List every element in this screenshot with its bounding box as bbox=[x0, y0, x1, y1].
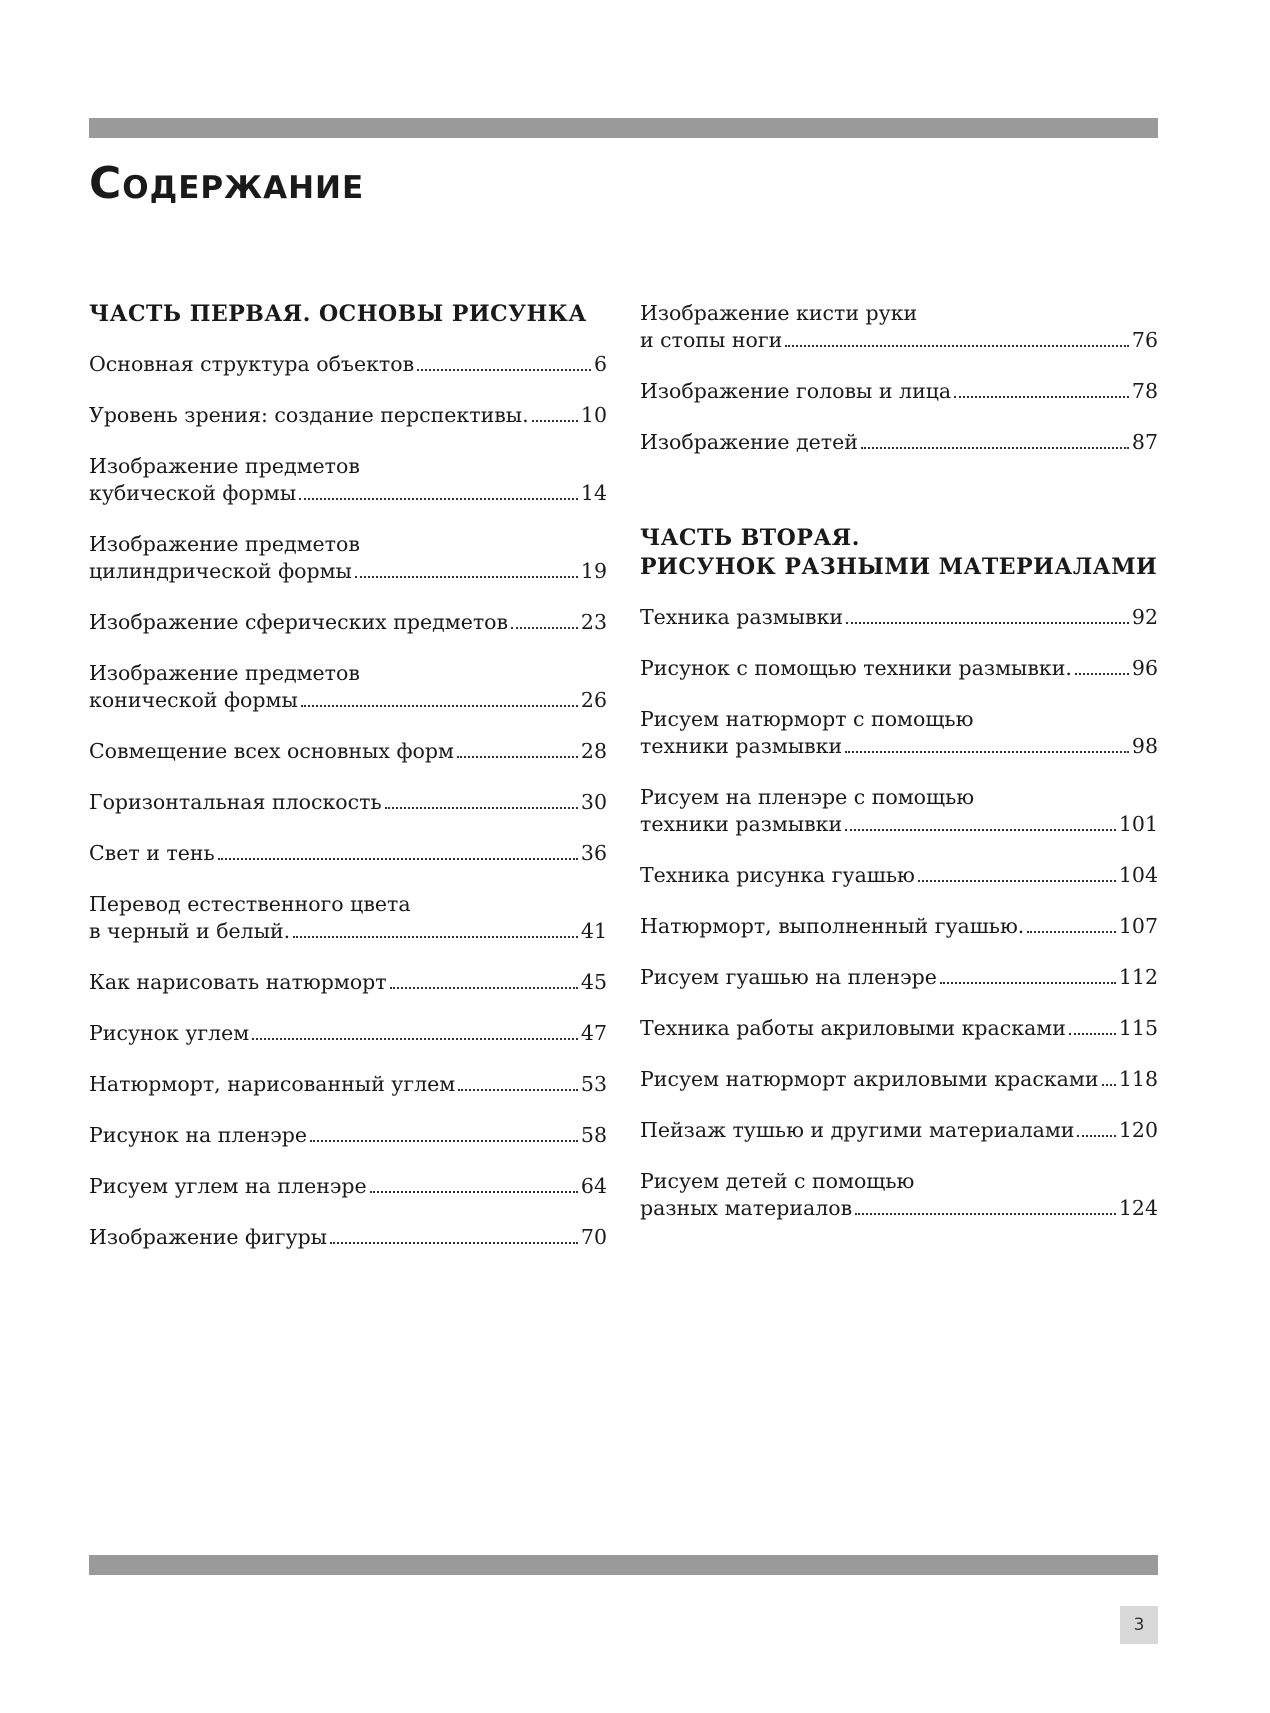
page-title: Содержание bbox=[89, 158, 365, 209]
toc-page-number: 98 bbox=[1131, 734, 1158, 758]
left-column bbox=[89, 300, 607, 1275]
dot-leader bbox=[1027, 931, 1116, 933]
toc-page-number: 14 bbox=[580, 481, 607, 505]
toc-page-number: 19 bbox=[580, 559, 607, 583]
dot-leader bbox=[845, 751, 1129, 753]
toc-entry-row bbox=[89, 558, 607, 585]
toc-entry-title-line: Рисунок углем bbox=[89, 1021, 250, 1045]
dot-leader bbox=[845, 829, 1116, 831]
toc-entry-title-line: Изображение фигуры bbox=[89, 1225, 328, 1249]
dot-leader bbox=[299, 498, 578, 500]
dot-leader bbox=[457, 756, 578, 758]
toc-entry-row bbox=[640, 378, 1158, 405]
dot-leader bbox=[417, 369, 591, 371]
toc-page-number: 47 bbox=[580, 1021, 607, 1045]
toc-entry-row bbox=[640, 429, 1158, 456]
toc-entry-row bbox=[89, 687, 607, 714]
toc-entry-title-line: Рисунок на пленэре bbox=[89, 1123, 307, 1147]
toc-list-part-two bbox=[640, 604, 1158, 1222]
toc-entry-row bbox=[640, 964, 1158, 991]
dot-leader bbox=[355, 576, 578, 578]
toc-entry[interactable] bbox=[89, 402, 607, 429]
toc-entry-title-line: Техника рисунка гуашью bbox=[640, 863, 915, 887]
dot-leader bbox=[1075, 673, 1129, 675]
dot-leader bbox=[310, 1140, 578, 1142]
dot-leader bbox=[1102, 1084, 1116, 1086]
toc-entry-row bbox=[640, 1195, 1158, 1222]
toc-page-number: 41 bbox=[580, 919, 607, 943]
toc-entry-row bbox=[640, 1015, 1158, 1042]
dot-leader bbox=[458, 1089, 578, 1091]
dot-leader bbox=[855, 1213, 1116, 1215]
toc-entry[interactable] bbox=[89, 1020, 607, 1047]
toc-entry[interactable] bbox=[640, 429, 1158, 456]
toc-entry[interactable] bbox=[640, 784, 1158, 838]
toc-entry-title-line: Изображение кисти руки bbox=[640, 301, 918, 325]
toc-page-number: 107 bbox=[1118, 914, 1158, 938]
top-rule bbox=[89, 118, 1158, 138]
toc-entry-title-line: Основная структура объектов bbox=[89, 352, 415, 376]
dot-leader bbox=[385, 807, 578, 809]
toc-entry-title-line: Рисунок с помощью техники размывки. bbox=[640, 656, 1072, 680]
part-title-line: РИСУНОК РАЗНЫМИ МАТЕРИАЛАМИ bbox=[640, 554, 1158, 580]
toc-entry-title-line: Изображение предметов bbox=[89, 454, 360, 478]
toc-entry-title-line: Пейзаж тушью и другими материалами bbox=[640, 1118, 1075, 1142]
toc-page-number: 23 bbox=[580, 610, 607, 634]
toc-entry-row bbox=[89, 402, 607, 429]
toc-page-number: 87 bbox=[1131, 430, 1158, 454]
dot-leader bbox=[1069, 1033, 1116, 1035]
toc-entry-title-line: Натюрморт, выполненный гуашью. bbox=[640, 914, 1025, 938]
dot-leader bbox=[330, 1242, 578, 1244]
toc-entry-title-line: Рисуем углем на пленэре bbox=[89, 1174, 367, 1198]
right-column bbox=[640, 300, 1158, 1246]
toc-entry-row bbox=[89, 351, 607, 378]
toc-page-number: 64 bbox=[580, 1174, 607, 1198]
toc-entry-title-line: Изображение предметов bbox=[89, 532, 360, 556]
part-title-line: ЧАСТЬ ВТОРАЯ. bbox=[640, 525, 860, 551]
toc-entry-row bbox=[640, 811, 1158, 838]
dot-leader bbox=[861, 447, 1129, 449]
toc-entry-row bbox=[640, 862, 1158, 889]
toc-page-number: 53 bbox=[580, 1072, 607, 1096]
toc-entry-title-line: Рисуем на пленэре с помощью bbox=[640, 785, 975, 809]
toc-entry[interactable] bbox=[89, 891, 607, 945]
toc-page-number: 28 bbox=[580, 739, 607, 763]
toc-entry-row bbox=[89, 840, 607, 867]
part-one-title bbox=[89, 300, 607, 329]
dot-leader bbox=[918, 880, 1116, 882]
toc-page-number: 120 bbox=[1118, 1118, 1158, 1142]
toc-entry[interactable] bbox=[640, 604, 1158, 631]
toc-page-number: 30 bbox=[580, 790, 607, 814]
toc-entry[interactable] bbox=[640, 1117, 1158, 1144]
toc-page-number: 36 bbox=[580, 841, 607, 865]
toc-entry-title-line: и стопы ноги bbox=[640, 328, 783, 352]
toc-entry-title-line: в черный и белый. bbox=[89, 919, 291, 943]
toc-page-number: 45 bbox=[580, 970, 607, 994]
dot-leader bbox=[301, 705, 578, 707]
toc-entry-title-line: Как нарисовать натюрморт bbox=[89, 970, 387, 994]
toc-entry[interactable] bbox=[89, 789, 607, 816]
dot-leader bbox=[846, 622, 1129, 624]
toc-page-number: 26 bbox=[580, 688, 607, 712]
toc-entry[interactable] bbox=[89, 1071, 607, 1098]
toc-entry-row bbox=[640, 604, 1158, 631]
toc-entry[interactable] bbox=[89, 453, 607, 507]
toc-entry-title-line: кубической формы bbox=[89, 481, 297, 505]
toc-entry-row bbox=[89, 1020, 607, 1047]
toc-entry-title-line: Техника размывки bbox=[640, 605, 844, 629]
toc-entry-title-line: Изображение детей bbox=[640, 430, 858, 454]
toc-entry[interactable] bbox=[640, 913, 1158, 940]
toc-entry[interactable] bbox=[640, 655, 1158, 682]
toc-entry-row bbox=[89, 1173, 607, 1200]
toc-entry[interactable] bbox=[640, 1168, 1158, 1222]
dot-leader bbox=[252, 1038, 578, 1040]
toc-page-number: 76 bbox=[1131, 328, 1158, 352]
toc-entry-row bbox=[89, 918, 607, 945]
part-two-title bbox=[640, 524, 1158, 582]
toc-entry-title-line: Изображение сферических предметов bbox=[89, 610, 509, 634]
toc-entry[interactable] bbox=[89, 840, 607, 867]
toc-entry[interactable] bbox=[640, 706, 1158, 760]
dot-leader bbox=[940, 982, 1116, 984]
toc-entry-row bbox=[89, 1122, 607, 1149]
toc-entry[interactable] bbox=[89, 1122, 607, 1149]
toc-entry-row bbox=[89, 1224, 607, 1251]
dot-leader bbox=[954, 396, 1129, 398]
toc-entry-row bbox=[640, 655, 1158, 682]
bottom-rule bbox=[89, 1555, 1158, 1575]
toc-entry-title-line: конической формы bbox=[89, 688, 298, 712]
dot-leader bbox=[511, 627, 578, 629]
toc-entry-row bbox=[640, 1066, 1158, 1093]
toc-entry[interactable] bbox=[89, 738, 607, 765]
dot-leader bbox=[785, 345, 1129, 347]
toc-entry-row bbox=[89, 789, 607, 816]
toc-page-number: 104 bbox=[1118, 863, 1158, 887]
toc-entry-title-line: техники размывки bbox=[640, 812, 843, 836]
toc-page-number: 58 bbox=[580, 1123, 607, 1147]
toc-entry[interactable] bbox=[89, 1173, 607, 1200]
toc-entry-title-line: Перевод естественного цвета bbox=[89, 892, 411, 916]
toc-entry-title-line: Техника работы акриловыми красками bbox=[640, 1016, 1066, 1040]
toc-entry-row bbox=[640, 733, 1158, 760]
toc-entry-title-line: Рисуем гуашью на пленэре bbox=[640, 965, 937, 989]
toc-list-part-one bbox=[89, 351, 607, 1251]
toc-entry[interactable] bbox=[640, 862, 1158, 889]
toc-entry-row bbox=[89, 1071, 607, 1098]
toc-entry[interactable] bbox=[89, 609, 607, 636]
toc-entry[interactable] bbox=[89, 531, 607, 585]
toc-page-number: 78 bbox=[1131, 379, 1158, 403]
toc-entry[interactable] bbox=[640, 300, 1158, 354]
toc-entry-row bbox=[89, 609, 607, 636]
toc-entry[interactable] bbox=[89, 351, 607, 378]
toc-entry[interactable] bbox=[640, 1066, 1158, 1093]
toc-entry-title-line: Рисуем натюрморт акриловыми красками bbox=[640, 1067, 1099, 1091]
toc-entry-row bbox=[89, 480, 607, 507]
toc-entry-title-line: Свет и тень bbox=[89, 841, 215, 865]
toc-entry-title-line: Натюрморт, нарисованный углем bbox=[89, 1072, 456, 1096]
toc-list-part-one-continued bbox=[640, 300, 1158, 456]
toc-entry-row bbox=[89, 738, 607, 765]
toc-entry-title-line: техники размывки bbox=[640, 734, 843, 758]
toc-page-number: 70 bbox=[580, 1225, 607, 1249]
part-title-line: ЧАСТЬ ПЕРВАЯ. ОСНОВЫ РИСУНКА bbox=[89, 301, 587, 327]
dot-leader bbox=[1077, 1135, 1115, 1137]
toc-entry[interactable] bbox=[89, 969, 607, 996]
dot-leader bbox=[390, 987, 578, 989]
toc-entry[interactable] bbox=[89, 1224, 607, 1251]
dot-leader bbox=[370, 1191, 578, 1193]
toc-entry-title-line: Уровень зрения: создание перспективы. bbox=[89, 403, 529, 427]
toc-page-number: 96 bbox=[1131, 656, 1158, 680]
toc-page-number: 118 bbox=[1118, 1067, 1158, 1091]
page-number: 3 bbox=[1120, 1606, 1158, 1644]
toc-entry-title-line: Совмещение всех основных форм bbox=[89, 739, 454, 763]
dot-leader bbox=[532, 420, 578, 422]
toc-entry-title-line: Рисуем детей с помощью bbox=[640, 1169, 915, 1193]
toc-entry-title-line: разных материалов bbox=[640, 1196, 853, 1220]
dot-leader bbox=[218, 858, 578, 860]
toc-entry-row bbox=[640, 913, 1158, 940]
toc-entry[interactable] bbox=[640, 1015, 1158, 1042]
toc-page-number: 101 bbox=[1118, 812, 1158, 836]
toc-entry-title-line: Изображение головы и лица bbox=[640, 379, 952, 403]
toc-page-number: 112 bbox=[1118, 965, 1158, 989]
toc-page-number: 6 bbox=[593, 352, 607, 376]
toc-entry-row bbox=[89, 969, 607, 996]
toc-entry-title-line: Рисуем натюрморт с помощью bbox=[640, 707, 974, 731]
toc-page-number: 92 bbox=[1131, 605, 1158, 629]
toc-entry-row bbox=[640, 1117, 1158, 1144]
toc-entry-title-line: цилиндрической формы bbox=[89, 559, 352, 583]
toc-entry-row bbox=[640, 327, 1158, 354]
toc-entry-title-line: Изображение предметов bbox=[89, 661, 360, 685]
toc-page-number: 124 bbox=[1118, 1196, 1158, 1220]
toc-entry-title-line: Горизонтальная плоскость bbox=[89, 790, 382, 814]
dot-leader bbox=[293, 936, 578, 938]
toc-entry[interactable] bbox=[89, 660, 607, 714]
toc-entry[interactable] bbox=[640, 378, 1158, 405]
toc-page-number: 10 bbox=[580, 403, 607, 427]
toc-entry[interactable] bbox=[640, 964, 1158, 991]
toc-page-number: 115 bbox=[1118, 1016, 1158, 1040]
